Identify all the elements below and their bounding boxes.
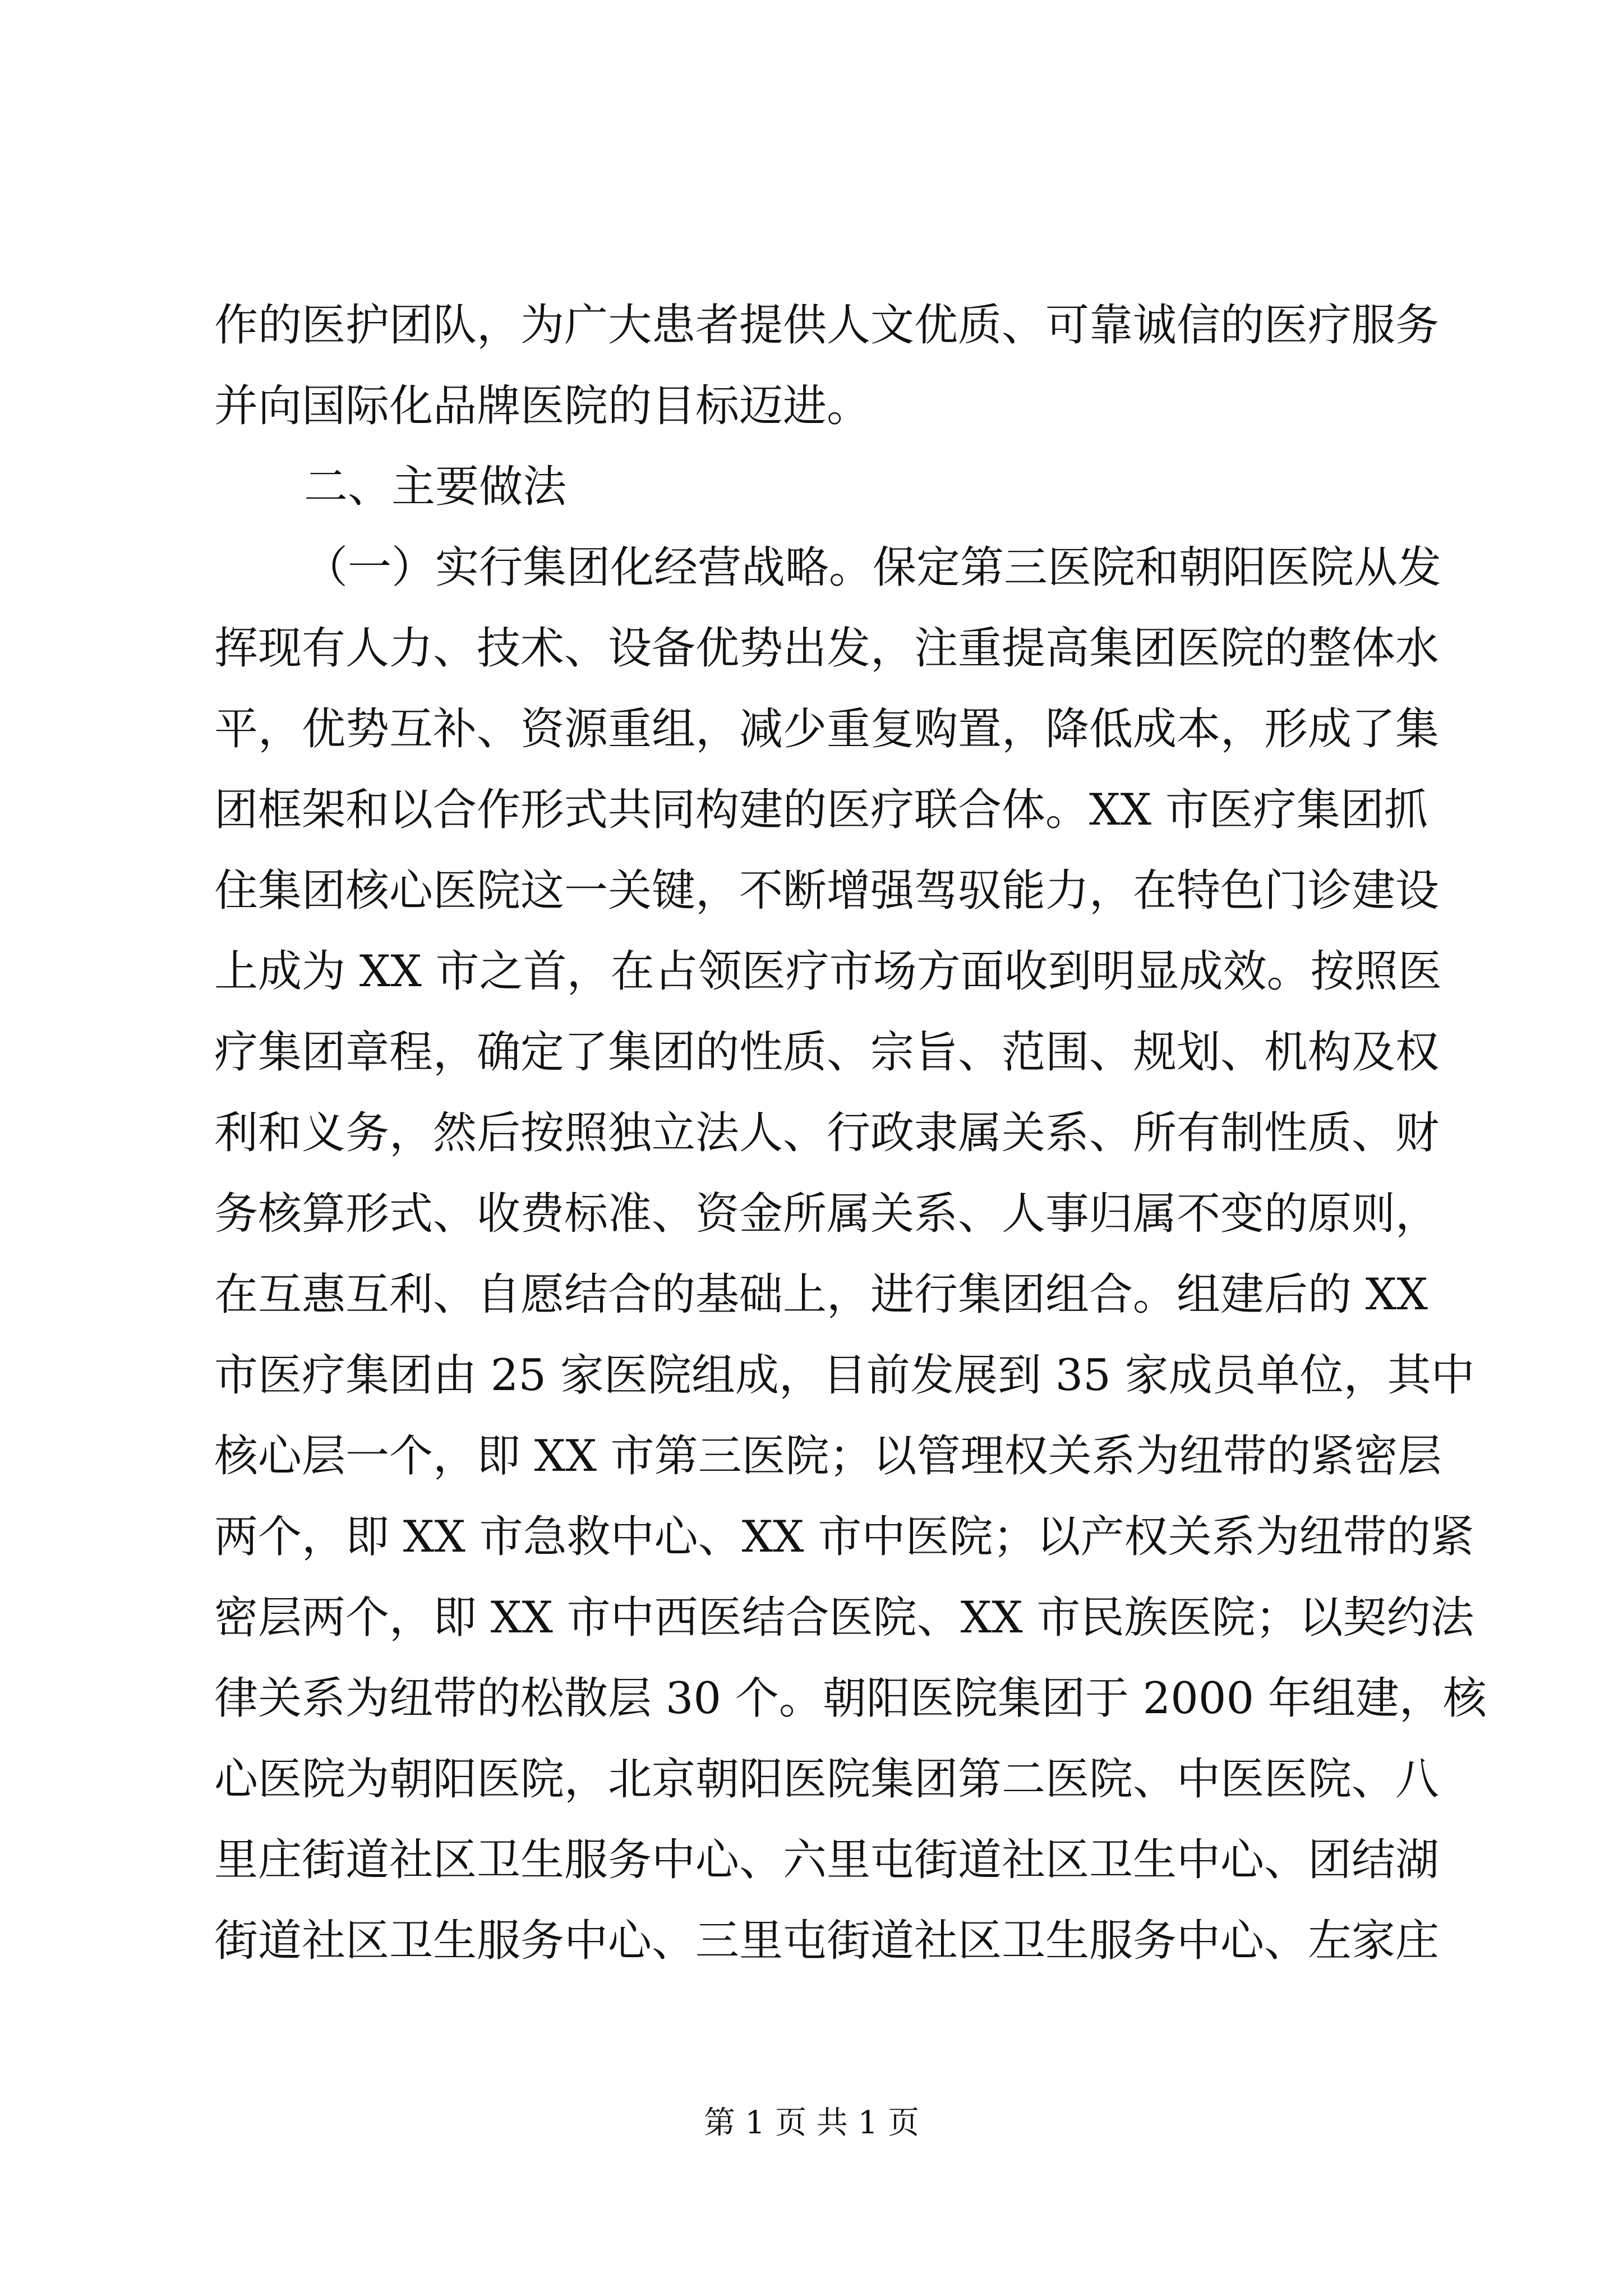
text-line: 团框架和以合作形式共同构建的医疗联合体。XX 市医疗集团抓 — [214, 785, 1428, 835]
text-line: 两个，即 XX 市急救中心、XX 市中医院；以产权关系为纽带的紧 — [214, 1512, 1474, 1562]
text-line: 里庄街道社区卫生服务中心、六里屯街道社区卫生中心、团结湖 — [214, 1835, 1440, 1885]
text-line: 挥现有人力、技术、设备优势出发，注重提高集团医院的整体水 — [214, 623, 1440, 674]
text-line: 平，优势互补、资源重组，减少重复购置，降低成本，形成了集 — [214, 704, 1440, 754]
text-line: 核心层一个，即 XX 市第三医院；以管理权关系为纽带的紧密层 — [214, 1431, 1442, 1481]
text-line: 务核算形式、收费标准、资金所属关系、人事归属不变的原则， — [214, 1189, 1440, 1239]
text-line: 心医院为朝阳医院，北京朝阳医院集团第二医院、中医医院、八 — [214, 1754, 1440, 1805]
text-line: （一）实行集团化经营战略。保定第三医院和朝阳医院从发 — [304, 542, 1442, 593]
text-line: 在互惠互利、自愿结合的基础上，进行集团组合。组建后的 XX — [214, 1269, 1428, 1320]
text-line: 市医疗集团由 25 家医院组成，目前发展到 35 家成员单位，其中 — [214, 1350, 1475, 1401]
page-number-footer: 第 1 页 共 1 页 — [703, 2105, 920, 2141]
text-line: 上成为 XX 市之首，在占领医疗市场方面收到明显成效。按照医 — [214, 946, 1442, 997]
text-line: 疗集团章程，确定了集团的性质、宗旨、范围、规划、机构及权 — [214, 1027, 1440, 1078]
document-body — [214, 285, 1487, 1981]
text-line: 作的医护团队，为广大患者提供人文优质、可靠诚信的医疗服务 — [214, 300, 1440, 351]
text-line: 住集团核心医院这一关键，不断增强驾驭能力，在特色门诊建设 — [214, 866, 1440, 916]
text-line: 律关系为纽带的松散层 30 个。朝阳医院集团于 2000 年组建，核 — [214, 1673, 1487, 1724]
text-line: 并向国际化品牌医院的目标迈进。 — [214, 381, 871, 431]
text-line: 街道社区卫生服务中心、三里屯街道社区卫生服务中心、左家庄 — [214, 1916, 1440, 1966]
text-line: 利和义务，然后按照独立法人、行政隶属关系、所有制性质、财 — [214, 1108, 1440, 1158]
text-line: 密层两个，即 XX 市中西医结合医院、XX 市民族医院；以契约法 — [214, 1593, 1474, 1643]
section-heading: 二、主要做法 — [304, 462, 567, 512]
